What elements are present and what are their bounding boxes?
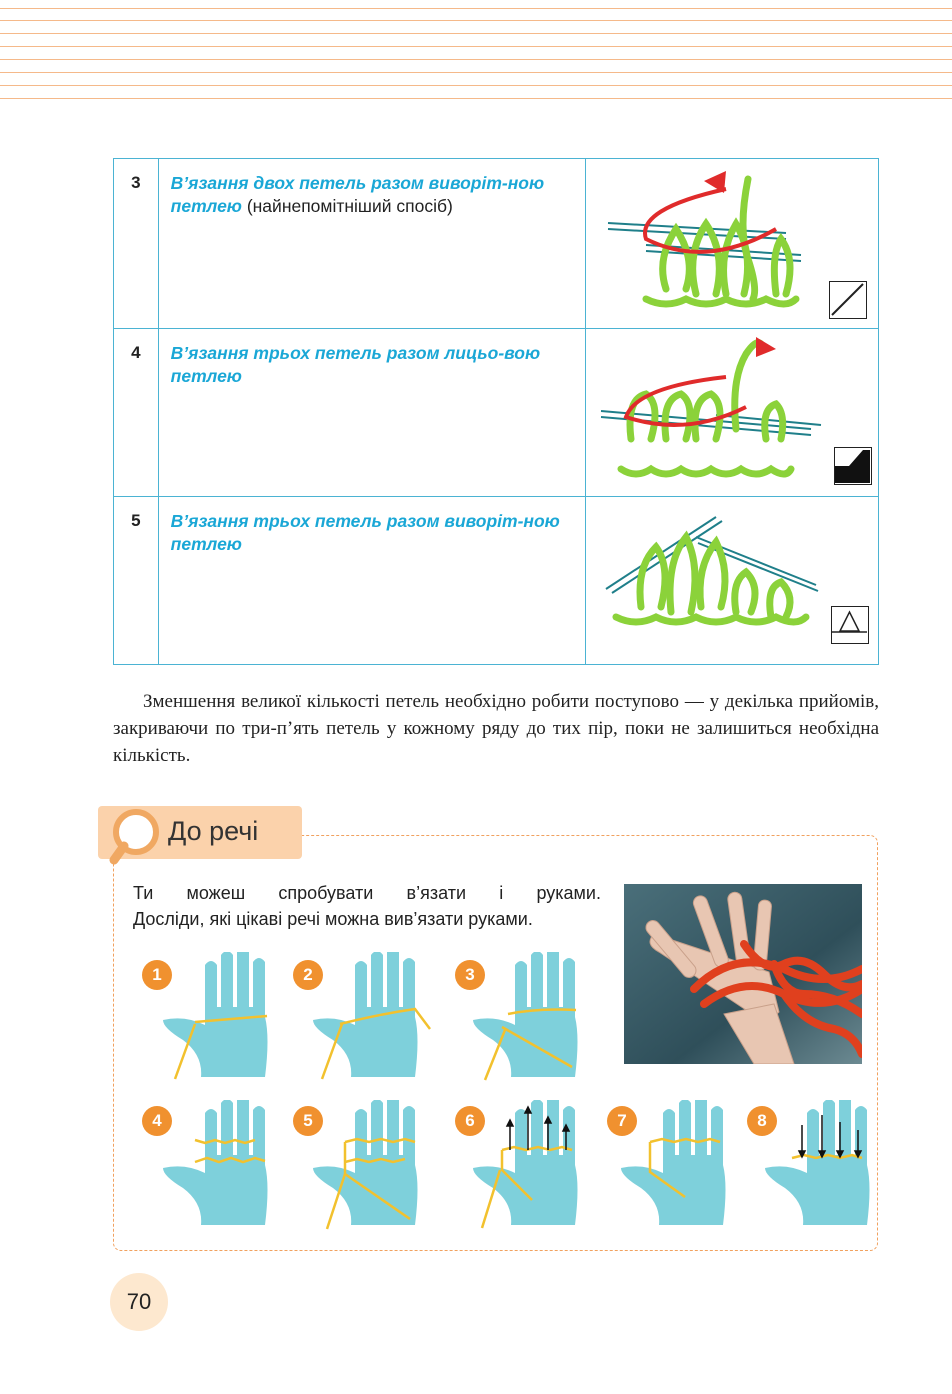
header-rule-6	[0, 72, 952, 73]
method-title: В’язання трьох петель разом виворіт-ною петлею	[170, 511, 560, 554]
step-badge-2: 2	[293, 960, 323, 990]
hand-step-8	[752, 1100, 877, 1230]
knitting-illustration	[586, 497, 879, 665]
magnifier-icon	[104, 806, 164, 866]
diagonal-slash-symbol	[829, 281, 867, 319]
step-badge-8: 8	[747, 1106, 777, 1136]
step-badge-4: 4	[142, 1106, 172, 1136]
table-row	[114, 497, 879, 665]
header-rule-8	[0, 98, 952, 99]
page-number: 70	[110, 1273, 168, 1331]
row-number: 5	[114, 497, 159, 665]
header-rule-2	[0, 20, 952, 21]
row-number: 3	[114, 159, 159, 329]
step-badge-5: 5	[293, 1106, 323, 1136]
step-badge-3: 3	[455, 960, 485, 990]
intro-line-1: Ти можеш спробувати в’язати і руками.	[133, 883, 601, 903]
table-row	[114, 329, 879, 497]
step-badge-7: 7	[607, 1106, 637, 1136]
method-title: В’язання трьох петель разом лицьо-вою петлею	[170, 343, 541, 386]
sidebar-title: До речі	[168, 816, 259, 846]
hand-knitting-photo	[624, 884, 862, 1064]
triangle-symbol	[831, 606, 869, 644]
table-row	[114, 159, 879, 329]
knitting-methods-table	[113, 158, 879, 665]
paragraph-text: Зменшення великої кількості петель необхідно робити поступово — у декілька прийомів, закриваючи по три-п’ять петель у кожному ряду до тих пір, поки не залишиться необхідна кількість.	[113, 691, 879, 766]
hand-step-7	[608, 1100, 733, 1230]
header-rule-4	[0, 46, 952, 47]
header-rule-3	[0, 33, 952, 34]
method-note: (найнепомітніший спосіб)	[246, 196, 453, 216]
header-rule-1	[0, 8, 952, 9]
header-rule-5	[0, 59, 952, 60]
hand-step-4	[150, 1100, 275, 1230]
intro-line-2: Досліди, які цікаві речі можна вив’язати руками.	[133, 909, 533, 929]
hand-step-5	[300, 1100, 425, 1230]
hand-step-3	[460, 952, 585, 1082]
row-description	[158, 159, 586, 329]
header-rule-7	[0, 85, 952, 86]
knitting-illustration	[586, 159, 879, 329]
body-paragraph	[113, 688, 879, 769]
hand-step-2	[300, 952, 435, 1082]
step-badge-1: 1	[142, 960, 172, 990]
hand-step-1	[150, 952, 275, 1082]
sidebar-intro	[133, 880, 601, 932]
row-description	[158, 497, 586, 665]
step-badge-6: 6	[455, 1106, 485, 1136]
row-number: 4	[114, 329, 159, 497]
method-title: В’язання двох петель разом виворіт-ною петлею	[170, 173, 545, 216]
row-description	[158, 329, 586, 497]
knitting-illustration	[586, 329, 879, 497]
filled-step-symbol	[834, 447, 872, 485]
hand-step-6	[460, 1100, 585, 1230]
